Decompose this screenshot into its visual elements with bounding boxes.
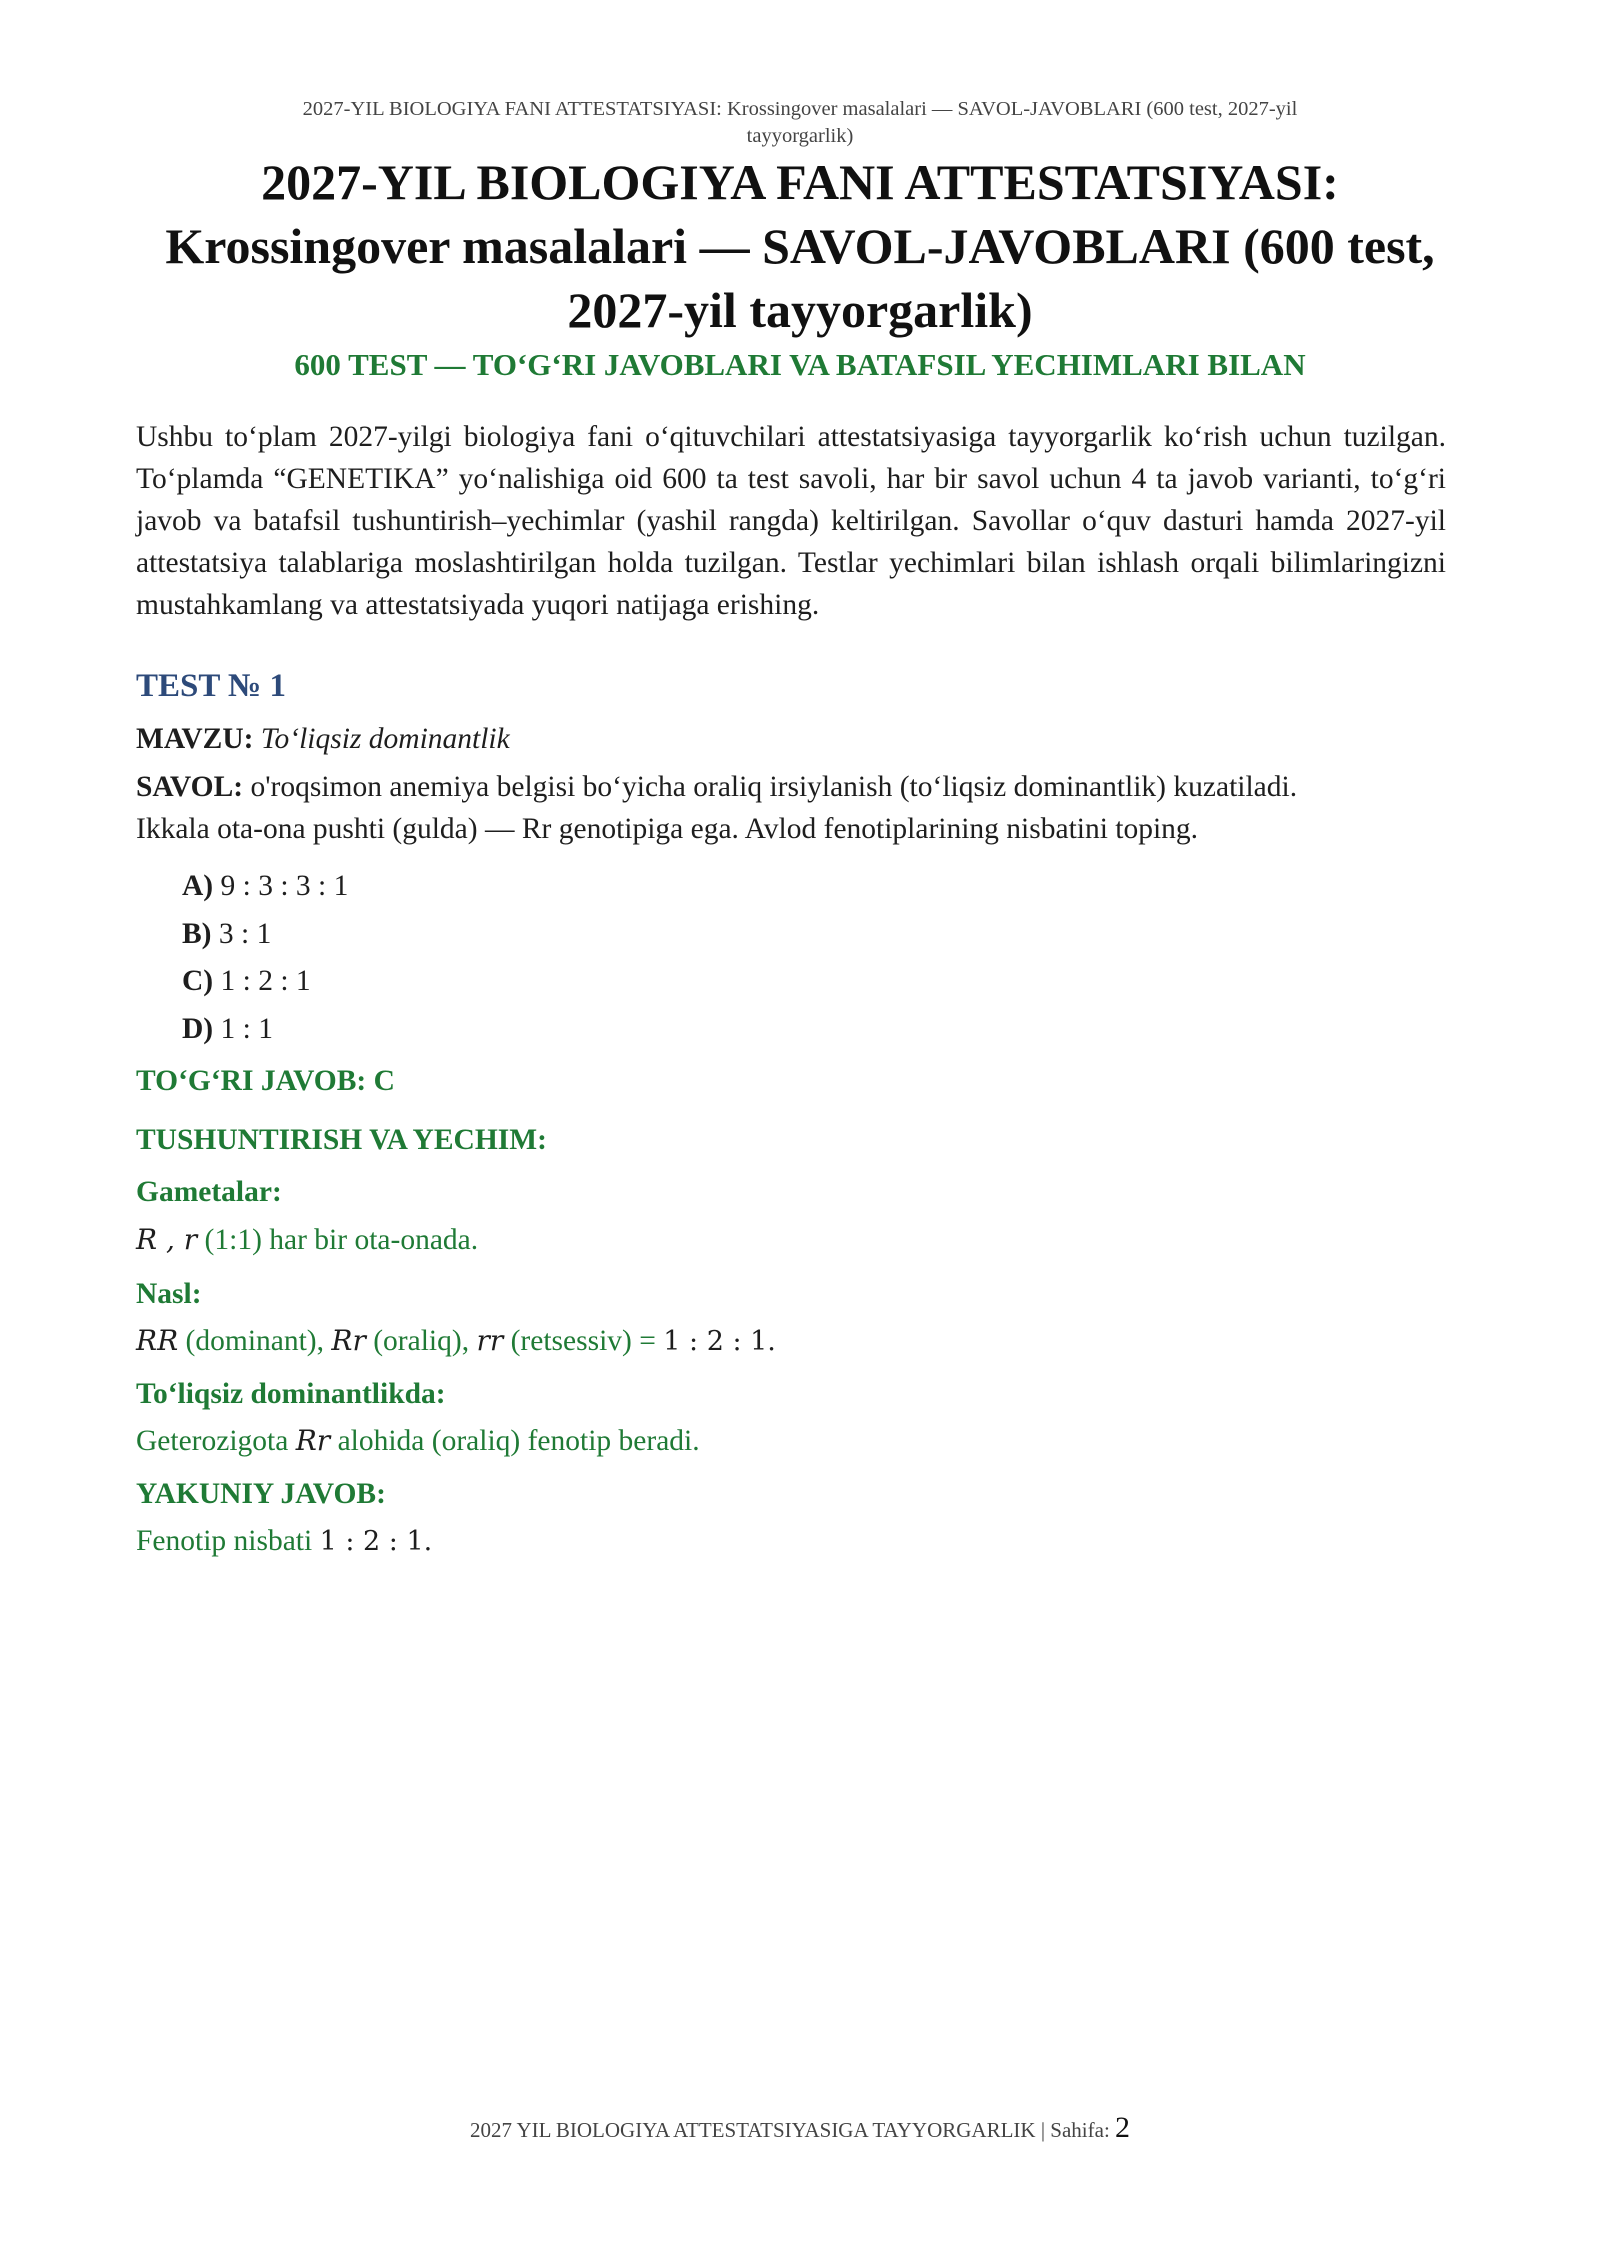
running-header-line-2: tayyorgarlik) [746,125,854,147]
question-label: SAVOL: [136,771,244,803]
footer-text: 2027 YIL BIOLOGIYA ATTESTATSIYASIGA TAYYORGARLIK [469,2118,1036,2142]
genotype-rr-heterozygous: Rr [331,1324,366,1357]
document-title [140,150,1460,342]
option-text: 1 : 1 [220,1013,273,1045]
question-line-2: Ikkala ota-ona pushti (gulda) — Rr genotipiga ega. Avlod fenotiplarining nisbatini toping. [136,813,1199,845]
genotype-heterozygous: Rr [295,1424,331,1457]
incomplete-text-b: alohida (oraliq) fenotip beradi. [330,1425,700,1457]
offspring-dominant-text: (dominant), [178,1325,332,1357]
topic-line [136,718,1446,760]
document-title-line-1: 2027-YIL BIOLOGIYA FANI ATTESTATSIYASI: [261,154,1339,210]
gametes-line [136,1219,1446,1261]
final-answer-text: Fenotip nisbati [136,1525,320,1557]
gametes-symbols: R , r [136,1223,198,1256]
option-letter: C) [182,965,214,997]
offspring-ratio: 1 : 2 : 1. [663,1326,776,1357]
final-answer-ratio: 1 : 2 : 1. [319,1526,433,1557]
offspring-line [136,1320,1446,1363]
option-c [182,961,311,1001]
option-text: 3 : 1 [218,918,272,950]
document-title-line-3: 2027-yil tayyorgarlik) [567,282,1033,338]
option-letter: D) [182,1013,214,1045]
question-text-1: o'roqsimon anemiya belgisi bo‘yicha oraliq irsiylanish (to‘liqsiz dominantlik) kuzatiladi. [243,771,1298,803]
option-d [182,1009,273,1049]
genotype-rr-dominant: RR [136,1324,179,1357]
offspring-heterozygous-text: (oraliq), [365,1325,477,1357]
offspring-recessive-text: (retsessiv) = [503,1325,664,1357]
topic-label: MAVZU: [136,723,254,755]
document-title-line-2: Krossingover masalalari — SAVOL-JAVOBLARI (600 test, [165,218,1435,274]
final-answer-line [136,1520,1446,1563]
intro-paragraph: Ushbu to‘plam 2027-yilgi biologiya fani o‘qituvchilari attestatsiyasiga tayyorgarlik ko‘rish uchun tuzilgan. To‘plamda “GENETIKA” yo‘nalishiga oid 600 ta test savoli, har bir savol uchun 4 ta javob varianti, to‘g‘ri javob va batafsil tushuntirish–yechimlar (yashil rangda) keltirilgan. Savollar o‘quv dasturi hamda 2027-yil attestatsiya talablariga moslashtirilgan holda tuzilgan. Testlar yechimlari bilan ishlash orqali bilimlaringizni mustahkamlang va attestatsiyada yuqori natijaga erishing. [136,421,1446,621]
genotype-rr-recessive: rr [476,1324,504,1357]
option-text: 1 : 2 : 1 [220,965,311,997]
running-header [180,96,1420,150]
running-header-line-1: 2027-YIL BIOLOGIYA FANI ATTESTATSIYASI: Krossingover masalalari — SAVOL-JAVOBLARI (600 test, 2027-yil [302,98,1298,120]
page-footer [0,2110,1600,2148]
footer-separator: | [1040,2118,1046,2142]
option-a [182,866,348,906]
incomplete-dominance-line [136,1420,1446,1462]
offspring-heading: Nasl: [136,1278,202,1310]
option-letter: A) [182,870,214,902]
test-heading: TEST № 1 [136,668,286,704]
explanation-heading: TUSHUNTIRISH VA YECHIM: [136,1124,547,1156]
document-subtitle: 600 TEST — TO‘G‘RI JAVOBLARI VA BATAFSIL YECHIMLARI BILAN [294,347,1306,382]
option-text: 9 : 3 : 3 : 1 [220,870,349,902]
incomplete-dominance-heading: To‘liqsiz dominantlikda: [136,1378,446,1410]
gametes-heading: Gametalar: [136,1176,282,1208]
option-letter: B) [182,918,212,950]
footer-page-number: 2 [1115,2111,1131,2144]
incomplete-text-a: Geterozigota [136,1425,296,1457]
final-answer-heading: YAKUNIY JAVOB: [136,1478,386,1510]
footer-page-label: Sahifa: [1050,2118,1110,2142]
correct-answer: TO‘G‘RI JAVOB: C [136,1065,395,1097]
topic-value: To‘liqsiz dominantlik [260,723,510,755]
gametes-text: (1:1) har bir ota-onada. [197,1224,479,1256]
option-b [182,914,271,954]
question-line-1 [136,766,1446,808]
